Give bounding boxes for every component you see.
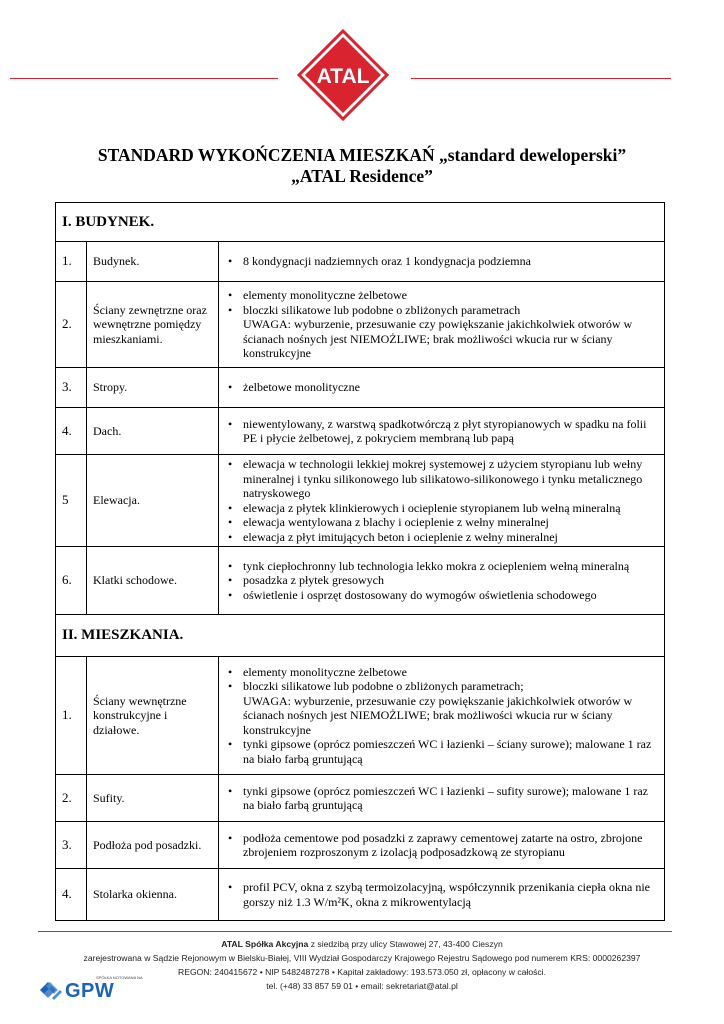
table-row — [56, 282, 665, 368]
row-number: 4. — [56, 869, 87, 921]
table-row — [56, 822, 665, 869]
list-item: • tynki gipsowe (oprócz pomieszczeń WC i łazienki – ściany surowe); malowane 1 raz na biało farbą gruntującą — [243, 737, 658, 766]
row-number: 5 — [56, 455, 87, 547]
list-item: • niewentylowany, z warstwą spadkotwórczą z płyt styropianowych w spadku na folii PE i płycie żelbetowej, z pokryciem membraną lub papą — [243, 417, 658, 446]
list-item: • 8 kondygnacji nadziemnych oraz 1 kondygnacja podziemna — [243, 254, 658, 269]
table-row — [56, 869, 665, 921]
warning-note: UWAGA: wyburzenie, przesuwanie czy powiększanie jakichkolwiek otworów w ścianach nośnych jest NIEMOŻLIWE; brak możliwości wkucia rur w ściany konstrukcyjne — [243, 693, 633, 737]
row-content — [219, 408, 665, 455]
row-content — [219, 869, 665, 921]
list-item: • podłoża cementowe pod posadzki z zaprawy cementowej zatarte na ostro, zbrojone zbrojeniem rozproszonym z izolacją podposadzkową ze styropianu — [243, 831, 658, 860]
row-content — [219, 547, 665, 615]
logo-text: ATAL — [316, 65, 370, 88]
footer-company-address: z siedzibą przy ulicy Stawowej 27, 43-400 Cieszyn — [308, 939, 503, 949]
header-line-left — [10, 78, 278, 79]
row-label: Dach. — [87, 408, 219, 455]
list-item: • tynki gipsowe (oprócz pomieszczeń WC i łazienki – sufity surowe); malowane 1 raz na biało farbą gruntującą — [243, 784, 658, 813]
footer-tax-info: REGON: 240415672 • NIP 5482487278 • Kapitał zakładowy: 193.573.050 zł, opłacony w całości. — [178, 967, 546, 977]
table-row — [56, 368, 665, 408]
row-number: 1. — [56, 242, 87, 282]
row-content — [219, 282, 665, 368]
list-item: • elewacja wentylowana z blachy i ocieplenie z wełny mineralnej — [243, 515, 658, 530]
row-content — [219, 775, 665, 822]
gpw-emblem-icon — [38, 978, 64, 1002]
warning-note: UWAGA: wyburzenie, przesuwanie czy powiększanie jakichkolwiek otworów w ścianach nośnych jest NIEMOŻLIWE; brak możliwości wkucia rur w ściany konstrukcyjne — [243, 317, 633, 361]
table-row — [56, 547, 665, 615]
table-row — [56, 775, 665, 822]
row-label: Ściany wewnętrzne konstrukcyjne i działowe. — [87, 657, 219, 775]
row-label: Klatki schodowe. — [87, 547, 219, 615]
document-title — [0, 145, 724, 187]
gpw-logo — [38, 975, 143, 1005]
list-item: • bloczki silikatowe lub podobne o zbliżonych parametrach — [243, 303, 658, 318]
table-row — [56, 657, 665, 775]
table-row — [56, 408, 665, 455]
list-item: • oświetlenie i osprzęt dostosowany do wymogów oświetlenia schodowego — [243, 588, 658, 603]
section-heading: II. MIESZKANIA. — [56, 615, 665, 657]
list-item: • elementy monolityczne żelbetowe — [243, 665, 658, 680]
header-line-right — [411, 78, 671, 79]
row-number: 3. — [56, 822, 87, 869]
list-item: • bloczki silikatowe lub podobne o zbliżonych parametrach; — [243, 679, 658, 694]
section-heading: I. BUDYNEK. — [56, 203, 665, 242]
row-label: Elewacja. — [87, 455, 219, 547]
row-label: Sufity. — [87, 775, 219, 822]
row-label: Ściany zewnętrzne oraz wewnętrzne pomiędzy mieszkaniami. — [87, 282, 219, 368]
table-row — [56, 455, 665, 547]
standard-table — [55, 202, 665, 921]
row-number: 4. — [56, 408, 87, 455]
row-content — [219, 242, 665, 282]
list-item: • posadzka z płytek gresowych — [243, 573, 658, 588]
table-row — [56, 242, 665, 282]
list-item: • elewacja z płyt imitujących beton i ocieplenie z wełny mineralnej — [243, 530, 658, 545]
row-content — [219, 368, 665, 408]
list-item: • elewacja z płytek klinkierowych i ocieplenie styropianem lub wełną mineralną — [243, 501, 658, 516]
row-number: 2. — [56, 282, 87, 368]
list-item: • tynk ciepłochronny lub technologia lekko mokra z ociepleniem wełną mineralną — [243, 559, 658, 574]
atal-logo — [297, 29, 389, 121]
row-content — [219, 657, 665, 775]
title-line-2: „ATAL Residence” — [291, 166, 433, 186]
gpw-text: GPW — [65, 980, 115, 1002]
row-content — [219, 822, 665, 869]
row-label: Podłoża pod posadzki. — [87, 822, 219, 869]
footer-line — [38, 931, 672, 932]
row-number: 6. — [56, 547, 87, 615]
row-number: 3. — [56, 368, 87, 408]
list-item: • żelbetowe monolityczne — [243, 380, 658, 395]
row-content — [219, 455, 665, 547]
footer-contact: tel. (+48) 33 857 59 01 • email: sekretariat@atal.pl — [266, 981, 458, 991]
row-number: 1. — [56, 657, 87, 775]
footer-company-name: ATAL Spółka Akcyjna — [221, 939, 309, 949]
row-label: Budynek. — [87, 242, 219, 282]
gpw-small-caption: SPÓŁKA NOTOWANA NA — [96, 975, 143, 980]
footer-company — [0, 937, 724, 951]
row-label: Stropy. — [87, 368, 219, 408]
list-item: • elementy monolityczne żelbetowe — [243, 288, 658, 303]
title-line-1: STANDARD WYKOŃCZENIA MIESZKAŃ „standard deweloperski” — [97, 145, 627, 165]
list-item: • profil PCV, okna z szybą termoizolacyjną, współczynnik przenikania ciepła okna nie gorszy niż 1.3 W/m²K, okna z mikrowentylacją — [243, 880, 658, 909]
row-number: 2. — [56, 775, 87, 822]
list-item: • elewacja w technologii lekkiej mokrej systemowej z użyciem styropianu lub wełny mineralnej i tynku silikonowego lub silikatowo-silikonowego i tynku metalicznego natryskowego — [243, 457, 658, 501]
row-label: Stolarka okienna. — [87, 869, 219, 921]
footer-registration: zarejestrowana w Sądzie Rejonowym w Bielsku-Białej, VIII Wydział Gospodarczy Krajowego Rejestru Sądowego pod numerem KRS: 0000262397 — [83, 953, 641, 963]
